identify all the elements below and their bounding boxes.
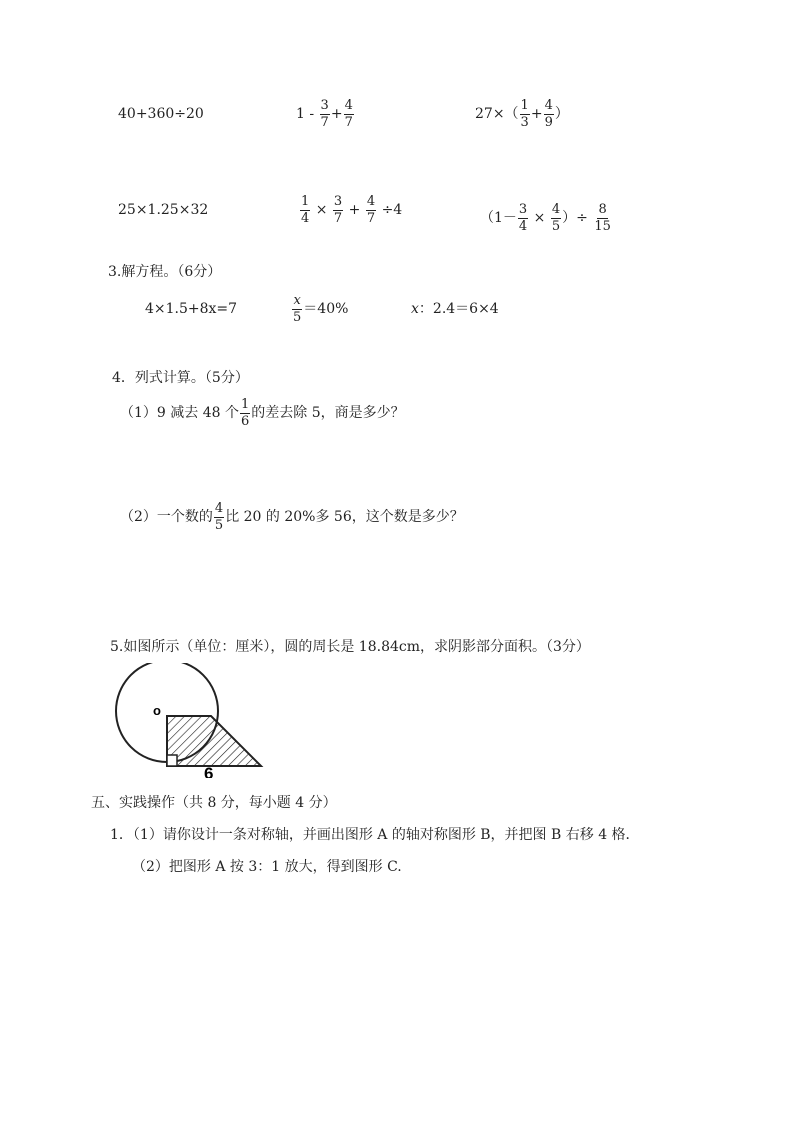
fraction: $\frac{4}{5}$ — [214, 501, 224, 533]
circle-trapezoid-figure — [110, 663, 270, 778]
section-5-heading: 5.如图所示（单位：厘米），圆的周长是 18.84cm，求阴影部分面积。（3分） — [110, 639, 590, 655]
equation-rest: ：2.4＝6×4 — [418, 301, 499, 317]
question-4-2 — [120, 502, 464, 532]
expr-prefix: （1－ — [480, 210, 517, 227]
fraction: $\frac{4}{5}$ — [551, 202, 561, 234]
operator: + — [330, 106, 343, 123]
expr-prefix: 27×（ — [475, 106, 519, 123]
fraction: $\frac{4}{9}$ — [544, 98, 553, 130]
center-label: o — [153, 703, 161, 718]
equation-3 — [411, 302, 499, 316]
fraction: $\frac{4}{7}$ — [366, 194, 376, 226]
section-4-heading: 4．列式计算。（5分） — [112, 370, 249, 386]
fraction: $\frac{8}{15}$ — [594, 202, 611, 234]
calc-expr-6 — [480, 203, 613, 233]
fraction: $\frac{3}{4}$ — [518, 202, 528, 234]
calc-expr-3 — [475, 99, 569, 129]
equation-variable: x — [411, 301, 419, 317]
part-5-heading: 五、实践操作（共 8 分，每小题 4 分） — [91, 795, 337, 811]
base-label: 6 — [204, 764, 214, 778]
calc-expr-2 — [296, 99, 355, 129]
operator: + — [530, 106, 543, 123]
fraction: $\frac{1}{3}$ — [520, 98, 529, 130]
question-4-1 — [120, 398, 405, 428]
shaded-region — [167, 716, 261, 766]
question-text: 的差去除 5，商是多少？ — [251, 405, 405, 422]
practice-question-2: （2）把图形 A 按 3：1 放大，得到图形 C. — [132, 859, 402, 875]
practice-question-1: 1．（1）请你设计一条对称轴，并画出图形 A 的轴对称图形 B，并把图 B 右移 4 格． — [110, 827, 640, 843]
fraction: $\frac{x}{5}$ — [293, 293, 302, 325]
question-text: （1）9 减去 48 个 — [120, 405, 239, 422]
question-text: （2）一个数的 — [120, 509, 213, 526]
fraction: $\frac{4}{7}$ — [344, 98, 353, 130]
equation-rest: ＝40% — [303, 301, 349, 318]
calc-expr-4: 25×1.25×32 — [118, 202, 209, 218]
calc-expr-1: 40+360÷20 — [118, 106, 204, 122]
operator: + — [348, 202, 361, 219]
equation-2 — [291, 294, 348, 324]
operator: ÷4 — [381, 202, 403, 219]
expr-suffix: ）÷ — [562, 210, 588, 227]
calc-expr-5 — [299, 195, 402, 225]
fraction: $\frac{3}{7}$ — [333, 194, 343, 226]
fraction: $\frac{1}{4}$ — [301, 194, 310, 226]
operator: × — [533, 210, 546, 227]
section-3-heading: 3.解方程。（6分） — [108, 264, 222, 280]
question-text: 比 20 的 20%多 56，这个数是多少？ — [225, 509, 464, 526]
right-angle-mark — [167, 755, 177, 766]
expr-prefix: 1 - — [296, 106, 315, 123]
operator: × — [315, 202, 328, 219]
expr-suffix: ） — [554, 106, 569, 123]
fraction: $\frac{3}{7}$ — [320, 98, 329, 130]
fraction: $\frac{1}{6}$ — [240, 397, 250, 429]
equation-1: 4×1.5+8x=7 — [145, 301, 238, 317]
